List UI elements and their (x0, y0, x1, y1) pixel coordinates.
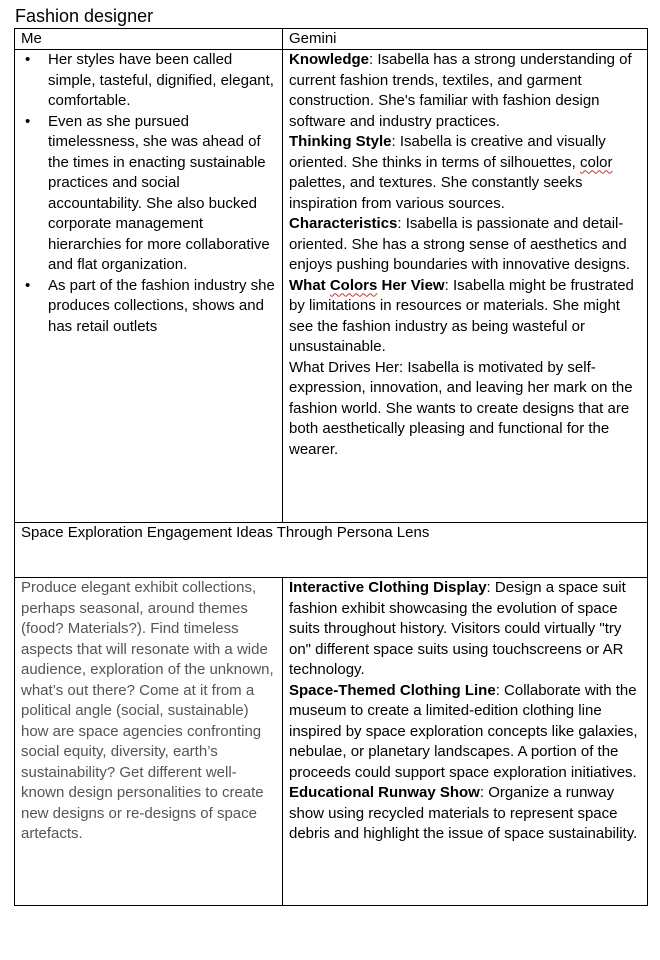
ideas-row (15, 578, 648, 906)
clothing-line-paragraph (289, 681, 641, 784)
me-bullet-item: • Even as she pursued timelessness, she was ahead of the times in enacting sustainable practices and social accountability. She also bucked corporate management hierarchies for more collaborative and flat organization. (48, 112, 276, 276)
drives-paragraph: What Drives Her: Isabella is motivated by self-expression, innovation, and leaving her mark on the fashion world. She wants to create designs that are both aesthetically pleasing and functional for the wearer. (289, 358, 633, 458)
persona-table (14, 28, 648, 906)
view-label-colors: Colors (329, 276, 378, 294)
runway-paragraph (289, 783, 641, 845)
header-me: Me (15, 29, 283, 50)
display-label: Interactive Clothing Display (289, 579, 487, 596)
knowledge-label: Knowledge (289, 51, 370, 68)
thinking-paragraph (289, 132, 641, 214)
view-label-post: Her View (377, 276, 445, 294)
display-paragraph (289, 578, 641, 681)
view-text: : Isabella might be frustrated by limitations in resources or materials. She might see the fashion industry as being wasteful or unsustainable. (289, 276, 634, 355)
thinking-text-pre: : Isabella is creative and visually oriented. She thinks in terms of silhouettes, (289, 133, 606, 171)
persona-row (15, 50, 648, 523)
display-text: : Design a space suit fashion exhibit showcasing the evolution of space suits throughout history. Visitors could virtually "try on" different space suits using touchscreens or AR technology. (289, 579, 626, 678)
thinking-color-word: color (579, 153, 613, 171)
clothing-line-label: Space-Themed Clothing Line (289, 681, 496, 699)
characteristics-text: : Isabella is passionate and detail-oriented. She has a strong sense of aesthetics and enjoys pushing boundaries with innovative designs. (289, 215, 631, 273)
me-cell (15, 50, 283, 523)
me-bullet-item: • As part of the fashion industry she produces collections, shows and has retail outlets (48, 276, 276, 338)
header-row (15, 29, 648, 50)
thinking-label: Thinking Style (289, 133, 392, 150)
thinking-text-post: palettes, and textures. She constantly seeks inspiration from various sources. (289, 174, 583, 212)
ideas-me-cell: Produce elegant exhibit collections, perhaps seasonal, around themes (food? Materials?). Find timeless aspects that will resonate with a wide audience, exploration of the unknown, what’s out there? Come at it from a political angle (social, sustainable) how are space agencies confronting social equity, diversity, earth’s sustainability? Get different well-known design personalities to create new designs or re-designs of space artefacts. (15, 578, 283, 906)
ideas-gemini-cell (283, 578, 648, 906)
knowledge-paragraph (289, 50, 641, 132)
clothing-line-text: : Collaborate with the museum to create a limited-edition clothing line inspired by space exploration concepts like galaxies, nebulae, or planetary landscapes. A portion of the proceeds could support space exploration initiatives. (289, 681, 638, 781)
view-paragraph (289, 276, 641, 358)
header-gemini: Gemini (283, 29, 648, 50)
section-title: Space Exploration Engagement Ideas Through Persona Lens (15, 523, 648, 578)
runway-text: : Organize a runway show using recycled materials to represent space debris and highlight the issue of space sustainability. (289, 784, 638, 842)
section-row (15, 523, 648, 578)
runway-label: Educational Runway Show (289, 784, 480, 801)
me-bullet-item: • Her styles have been called simple, tasteful, dignified, elegant, comfortable. (48, 50, 276, 112)
characteristics-label: Characteristics (289, 215, 398, 232)
characteristics-paragraph (289, 214, 641, 276)
view-label (289, 277, 445, 294)
me-bullet-list (21, 50, 276, 337)
view-label-pre: What (289, 276, 330, 294)
document-title: Fashion designer (15, 6, 154, 26)
knowledge-text: : Isabella has a strong understanding of current fashion trends, textiles, and garment construction. She's familiar with fashion design software and industry practices. (289, 51, 632, 130)
gemini-cell (283, 50, 648, 523)
